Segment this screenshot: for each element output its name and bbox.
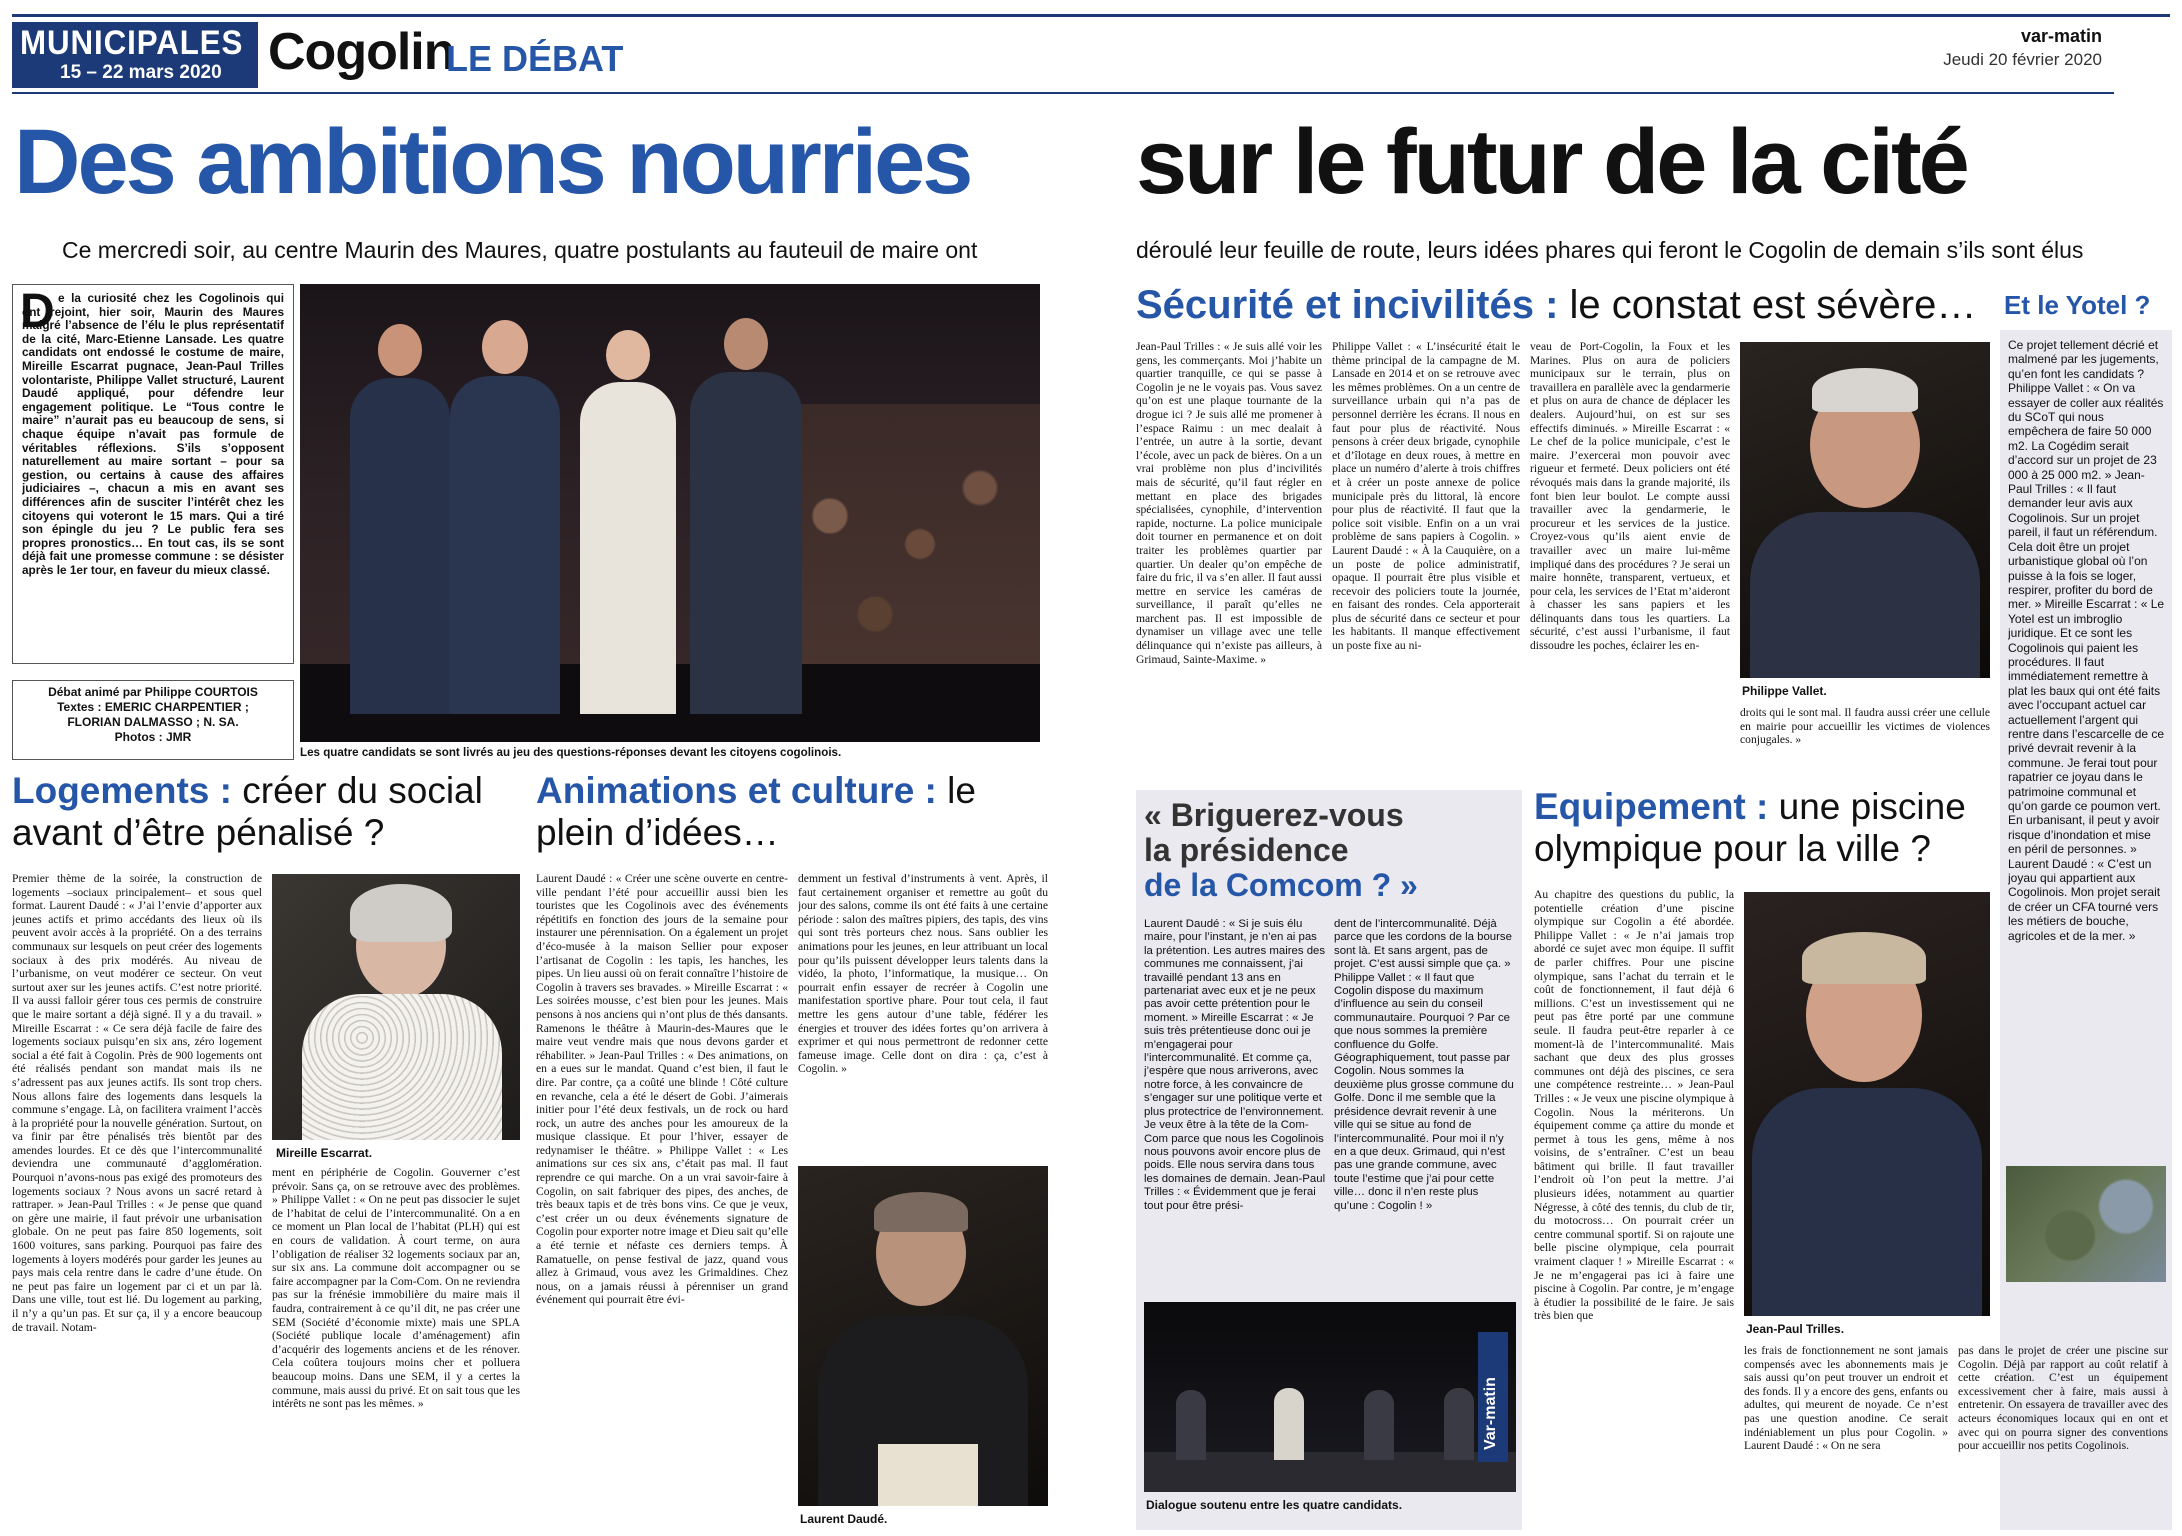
paper-name: var-matin: [2020, 26, 2102, 46]
trilles-caption: Jean-Paul Trilles.: [1746, 1322, 1845, 1336]
vallet-caption: Philippe Vallet.: [1742, 684, 1827, 698]
logements-title-bold: Logements :: [12, 770, 232, 811]
headline-right: sur le futur de la cité: [1136, 111, 1967, 213]
candidate-1: [350, 324, 450, 714]
equipement-title-bold: Equipement :: [1534, 786, 1769, 827]
animations-title: [536, 770, 1056, 854]
yotel-aerial-photo: [2006, 1166, 2166, 1282]
logements-title: [12, 770, 532, 854]
equipement-col3: pas dans le projet de créer une piscine sur Cogolin. Déjà par rapport au coût relatif à cette création. C’est un équipement excessivement cher à faire, mais aussi à entretenir. On essayera de travailler avec des acteurs économiques locaux qui en ont et avec qui on pourra signer des conventions pour accueillir nos petits Cogolinois.: [1958, 1344, 2168, 1453]
animations-col1: Laurent Daudé : « Créer une scène ouverte en centre-ville pendant l’été pour accueillir aussi bien les touristes que les Cogolinois avec des événements répétitifs en fonction des jours de la semaine pour instaurer une pérennisation. On a également un projet d’éco-musée à la maison Sellier pour exposer l’artisanat de Cogolin : les tapis, les hanches, les pipes. Un lieu aussi où on ferait connaître l’histoire de Cogolin à travers ses bravades. » Mireille Escarrat : « Les soirées mousse, c’est bien pour les jeunes. Mais pensons à nos anciens qui n’ont plus de thés dansants. Ramenons le théâtre à Maurin-des-Maures que le maire veut vendre mais que nous devons garder et réhabiliter. » Jean-Paul Trilles : « Des animations, on en a eues sur le mandat. Quand c’est bien, il faut le dire. Par contre, ça a coûté une blinde ! Côté culture en revanche, cela a été le désert de Gobi. J’aimerais initier pour l’été deux festivals, un de rock ou hard rock, un autre des anches pour les amoureux de la musique classique. Et pour l’hiver, essayer de redynamiser le théâtre. » Philippe Vallet : « Les animations sur ces six ans, c’était pas mal. Il faut reprendre ce qui marche. On a un vrai savoir-faire à Cogolin, on sait fabriquer des pipes, des anches, de très beaux tapis et de très bons vins. Ce que je veux, c’est créer un ou deux événements signature de Cogolin pour exporter notre image et Dieu sait qu’elle a été ternie et néfaste ces derniers temps. À Ramatuelle, on pense festival de jazz, quand vous allez à Grimaud, vous avez les Grimaldines. Chez nous, on a jamais réussi à pérenniser un grand événement qui pourrait être évi-: [536, 872, 788, 1307]
credits-line1: Débat animé par Philippe COURTOIS: [48, 685, 258, 699]
header-rule: [12, 92, 2114, 94]
candidate-2: [450, 320, 560, 714]
equipement-title: [1534, 786, 1994, 870]
intro-dropcap: D: [20, 285, 55, 338]
yotel-text: Ce projet tellement décrié et malmené par les jugements, qu’en font les candidats ? Philippe Vallet : « On va essayer de coller aux réalités du SCoT qui nous empêchera de faire 50 000 m2. La Cogédim serait d’accord sur un projet de 23 000 à 25 000 m2. » Jean-Paul Trilles : « Il faut demander leur avis aux Cogolinois. Sur un projet pareil, il faut un référendum. Cela doit être un projet urbanistique global où l’on puisse à la fois se loger, respirer, profiter du bord de mer. » Mireille Escarrat : « Le Yotel est un imbroglio juridique. Et ce sont les Cogolinois qui paient les procédures. Il faut immédiatement remettre à plat les baux qui ont été faits avec l’occupant actuel car actuellement l’argent qui rentre dans l’escarcelle de ce privé devrait revenir à la commune. Je ferai tout pour rapatrier ce joyau dans le patrimoine communal et qu’on garde ce poumon vert. En urbanisant, il peut y avoir risque d’inondation et mise en péril de personnes. » Laurent Daudé : « C’est un joyau qui appartient aux Cogolinois. Mon projet serait de créer un CFA tourné vers les métiers de bouche, agricoles et de la mer. »: [2008, 338, 2165, 943]
animations-col2: demment un festival d’instruments à vent. Après, il faut certainement organiser et remettre au goût du jour des salons, comme ils ont été faits à une certaine période : salon des maîtres pipiers, des tapis, des vins qui sont très porteurs chez nous. Sans oublier les animations pour les jeunes, en leur attribuant un local pour qu’ils puissent développer leurs talents dans la vidéo, la photo, l’informatique, la musique… On pourrait enfin essayer de recréer à Cogolin une manifestation sportive phare. Pour tout cela, il faut mettre les gens autour d’une table, fédérer les énergies et trouver des idées fortes qu’on arrivera à exprimer et qui nous permettront de redonner cette fameuse image. Celle dont on dira : ça, c’est à Cogolin. »: [798, 872, 1048, 1076]
candidate-3: [580, 330, 676, 714]
town-title: Cogolin: [268, 23, 455, 81]
escarrat-photo: [272, 874, 520, 1140]
credits-line4: Photos : JMR: [114, 730, 192, 744]
yotel-title: Et le Yotel ?: [2004, 290, 2151, 320]
top-rule: [12, 14, 2170, 17]
debate-stage-photo: [1144, 1302, 1516, 1492]
securite-title-bold: Sécurité et incivilités :: [1136, 283, 1559, 327]
equipement-col2: les frais de fonctionnement ne sont jamais compensés avec les abonnements mais je sais aussi qu’on peut trouver un endroit et des fonds. Il y a encore des gens, enfants ou adultes, qui meurent de noyade. Ce n’est pas une question anodine. Ce serait indéniablement un plus pour Cogolin. » Laurent Daudé : « On ne sera: [1744, 1344, 1948, 1453]
daude-caption: Laurent Daudé.: [800, 1512, 888, 1526]
debate-caption: Dialogue soutenu entre les quatre candidats.: [1146, 1498, 1403, 1512]
main-photo: [300, 284, 1040, 742]
credits-line2: Textes : EMERIC CHARPENTIER ;: [57, 700, 249, 714]
intro-text: e la curiosité chez les Cogolinois qui ont rejoint, hier soir, Maurin des Maures malgré l’absence de l’élu le plus représentatif de la cité, Marc-Etienne Lansade. Les quatre candidats ont endossé le costume de maire, Mireille Escarrat pugnace, Jean-Paul Trilles volontariste, Philippe Vallet structuré, Laurent Daudé appliqué, pour défendre leur engagement politique. Le “Tous contre le maire” n’aurait pas eu beaucoup de sens, si chaque équipe n’avait pas formule de véritables réflexions. S’ils s’opposent naturellement au maire sortant – pour sa gestion, ou certains à cause des affaires judiciaires –, chacun a mis en avant ses différences afin de susciter l’intérêt chez les citoyens qui voteront le 15 mars. Qui a tiré son épingle du jeu ? Le public fera ses propres pronostics… En tout cas, ils se sont déjà fait une promesse commune : se désister après le 1er tour, en faveur du mieux classé.: [22, 292, 284, 577]
comcom-title: [1144, 798, 1514, 903]
subhead-left: Ce mercredi soir, au centre Maurin des Maures, quatre postulants au fauteuil de maire ont: [62, 237, 978, 263]
securite-col2: Philippe Vallet : « L’insécurité était le thème principal de la campagne de M. Lansade en 2014 et on se retrouve avec les mêmes problèmes. On a un centre de surveillance urbain qui n’a pas de personnel derrière les écrans. Il nous en faut pour plus de réactivité. Nous pensons à créer deux brigade, cynophile et d’îlotage en deux roues, à mettre en place un numéro d’alerte à trois chiffres et à créer un poste annexe de police municipale près du littoral, là encore pour plus de réactivité. Il faut que la police soit visible. Enfin on a un vrai problème de sans papiers à Cogolin. » Laurent Daudé : « À la Cauquière, on a un poste de police administratif, opaque. Il pourrait être plus visible et recevoir des policiers toute la journée, en faisant des rondes. Cela apporterait plus de sécurité dans ce secteur et pour les habitants. Il manque effectivement un poste fixe au ni-: [1332, 340, 1520, 653]
comcom-col2: dent de l’intercommunalité. Déjà parce que les cordons de la bourse sont là. Et sans argent, pas de projet. C’est aussi simple que ça. » Philippe Vallet : « Il faut que Cogolin dispose du maximum d’influence au sein du conseil communautaire. Pourquoi ? Par ce que nous sommes la première confluence du Golfe. Géographiquement, tout passe par Cogolin. Nous sommes la deuxième plus grosse commune du Golfe. Donc il me semble que la présidence devrait revenir à une ville qui se situe au fond de l’intercommunalité. Pour moi il n’y en a que deux. Grimaud, qui n’est pas une grande commune, avec toute l’estime que j’ai pour cette ville… donc il n’en reste plus qu’une : Cogolin ! »: [1334, 918, 1514, 1212]
issue-date: Jeudi 20 février 2020: [1943, 50, 2102, 69]
subhead-right: déroulé leur feuille de route, leurs idées phares qui feront le Cogolin de demain s’ils sont élus: [1136, 237, 2084, 263]
animations-title-rest: le plein d’idées…: [536, 770, 976, 853]
securite-title: [1136, 282, 1977, 328]
securite-col4: droits qui le sont mal. Il faudra aussi créer une cellule en mairie pour accueillir les victimes de violences conjugales. »: [1740, 706, 1990, 747]
comcom-title-line3: de la Comcom ? »: [1144, 867, 1418, 903]
animations-title-bold: Animations et culture :: [536, 770, 937, 811]
comcom-title-line1: « Briguerez-vous: [1144, 797, 1404, 833]
securite-title-rest: le constat est sévère…: [1558, 283, 1977, 327]
credits-box: [12, 680, 294, 760]
banner-text: Var-matin: [1482, 1377, 1499, 1450]
logements-col2: ment en périphérie de Cogolin. Gouverner c’est prévoir. Sans ça, on se retrouve avec des problèmes. » Philippe Vallet : « On ne peut pas dissocier le sujet de l’habitat de celui de l’intercommunalité. On a en ce moment un Plan local de l’habitat (PLH) qui est en cours de validation. À court terme, on aura l’obligation de réaliser 32 logements sociaux par an, sur six ans. La commune doit accompagner ou se faire accompagner par la Com-Com. On ne reviendra pas sur la frénésie immobilière du maire mais il faudra, contrairement à ce qu’il dit, ne pas créer une SEM (Société d’économie mixte) mais une SPLA (Société publique locale d’aménagement) afin d’acquérir des logements anciens et de les rénover. Cela coûtera toujours moins cher et polluera beaucoup moins. Dans une SEM, il y a certes la commune, mais aussi du privé. Et on sait tous que les intérêts ne sont pas les mêmes. »: [272, 1166, 520, 1411]
equipement-col1: Au chapitre des questions du public, la potentielle création d’une piscine olympique sur Cogolin a été abordée. Philippe Vallet : « Je n’ai jamais trop abordé ce sujet avec mon équipe. Il suffit de parler chiffres. Pour une piscine olympique, sans l’achat du terrain et le coût de fonctionnement, il faut déjà 6 millions. C’est un investissement qui ne peut pas être porté par une commune seule. Il faudra peut-être reparler à ce moment-là de l’intercommunalité. Mais sachant que deux des plus grosses communes ont déjà des piscines, ce sera une compétence restreinte… » Jean-Paul Trilles : « Je veux une piscine olympique à Cogolin. Nous la mériterons. Un équipement comme ça attire du monde et permet à tous les gens, même à nos voisins, de s’entraîner. C’est un beau bâtiment qui brille. Il faut travailler l’endroit où l’on peut la mettre. J’ai plusieurs idées, notamment au quartier Négresse, à côté des tennis, du club de tir, du motocross… On pourrait créer un centre communal sportif. Si on rajoute une belle piscine olympique, cela pourrait vraiment claquer ! » Mireille Escarrat : « Je ne m’engagerai pas ici à faire une piscine à Cogolin. Par contre, je m’engage à étudier la possibilité de le faire. Je sais très bien que: [1534, 888, 1734, 1323]
badge-dates: 15 – 22 mars 2020: [60, 62, 222, 83]
municipales-badge: [12, 22, 258, 88]
daude-photo: [798, 1166, 1048, 1506]
trilles-photo: [1744, 892, 1990, 1316]
main-photo-caption: Les quatre candidats se sont livrés au jeu des questions-réponses devant les citoyens cogolinois.: [300, 746, 842, 759]
logements-title-rest: créer du social avant d’être pénalisé ?: [12, 770, 483, 853]
comcom-title-line2: la présidence: [1144, 832, 1349, 868]
comcom-col1: Laurent Daudé : « Si je suis élu maire, pour l’instant, je n’en ai pas la prétention. Les autres maires des communes me connaissent, j’ai travaillé pendant 13 ans en partenariat avec eux et je ne peux pas avoir cette prétention pour le moment. » Mireille Escarrat : « Je suis très prétentieuse donc oui je m’engagerai pour l’intercommunalité. Et comme ça, j’espère que nous arriverons, avec notre force, à les convaincre de s’engager sur une politique verte et plus protectrice de l’environnement. Je veux être à la tête de la Com-Com parce que nous les Cogolinois nous pouvons avoir encore plus de poids. Elle nous servira dans tous les domaines de demain. Jean-Paul Trilles : « Évidemment que je ferai tout pour être prési-: [1144, 918, 1326, 1212]
badge-title: MUNICIPALES: [20, 24, 244, 62]
equipement-title-rest: une piscine olympique pour la ville ?: [1534, 786, 1966, 869]
headline-left: Des ambitions nourries: [14, 111, 971, 213]
var-matin-banner: [1478, 1332, 1508, 1462]
logements-col1: Premier thème de la soirée, la construction de logements –sociaux principalement– et sous quel format. Laurent Daudé : « J’ai l’envie d’apporter aux jeunes actifs et primo accédants des lieux où ils peuvent avoir accès à la propriété. On a des terrains communaux sur lesquels on peut créer des logements sociaux à des prix modérés. Au niveau de l’urbanisme, on veut modérer ce secteur. On veut surtout axer sur les jeunes actifs. C’est notre priorité. Il va aussi falloir gérer tous ces permis de construire que le maire sortant a déjà signé. Il y a du travail. » Mireille Escarrat : « Ce sera déjà facile de faire des logements sociaux puisqu’en six ans, zéro logement social a été fait à Cogolin. Près de 900 logements ont été réalisés pendant son mandat mais ils ne s’adressent pas aux jeunes actifs. Ils sont trop chers. Nous allons faire des logements dans lesquels la commune s’engage. Là, on facilitera vraiment l’accès à la propriété pour la nouvelle génération. Surtout, on va finir par être pénalisés très bientôt par des amendes lourdes. Et ce dès que l’intercommunalité deviendra une communauté d’agglomération. Pourquoi n’avons-nous pas exigé des promoteurs des logements sociaux ? Nous avons un sacré retard à rattraper. » Jean-Paul Trilles : « Je pense que quand on gère une mairie, il faut prévoir une urbanisation globale. On ne peut pas faire 850 logements, soit 1600 voitures, sans parking. Pourquoi pas faire des logements à loyers modérés pour garder les jeunes au pays mais cela rentre dans le cadre d’une étude. On ne peut pas faire un logement par ci et un par là. Dans une ville, tout est lié. Du logement au parking, il n’y a qu’un pas. Et sur ça, il y a encore beaucoup de travail. Notam-: [12, 872, 262, 1334]
vallet-photo: [1740, 342, 1990, 678]
rubric-title: LE DÉBAT: [446, 38, 624, 79]
securite-col3: veau de Port-Cogolin, la Foux et les Marines. Plus on aura de policiers municipaux sur le terrain, plus on travaillera en parallèle avec la gendarmerie et plus on aura de chance de déplacer les dealers. Aujourd’hui, on est sur ses effectifs diminués. » Mireille Escarrat : « Le chef de la police municipale, c’est le maire. J’exercerai mon pouvoir avec rigueur et fermeté. Deux policiers ont été révoqués mais dans la grande majorité, ils font bien leur boulot. Le compte aussi travailler avec la gendarmerie, le procureur et les services de la justice. Croyez-vous qu’ils aient envie de travailler avec un maire lui-même impliqué dans des procédures ? Je serai un maire honnête, transparent, vertueux, et pour cela, les services de l’Etat m’aideront à chasser les sans papiers et les délinquants dans tous les quartiers. La sécurité, c’est aussi l’urbanisme, il faut dissoudre les poches, éclairer les en-: [1530, 340, 1730, 653]
securite-col1: Jean-Paul Trilles : « Je suis allé voir les gens, les commerçants. Moi j’habite un quartier tranquille, ce qui se passe à Cogolin je ne le voyais pas. Vous savez qu’on est une plaque tournante de la drogue ici ? Je suis allé me promener à l’espace Raimu : un mec dealait à l’entrée, un autre à la sortie, devant l’école, avec un pack de bières. On a un vrai problème non plus d’incivilités mais de sécurité, qu’il faut régler en mettant en place des brigades spécialisées, cynophile, d’intervention rapide, nocturne. La police municipale doit tourner en permanence et on doit traiter les problèmes quartier par quartier. Un dealer qu’on empêche de faire du fric, il va s’en aller. Il faut aussi mettre en service les caméras de surveillance, il paraît qu’elles ne marchent pas. Il est impossible de dynamiser un village avec une telle délinquance qui n’existe pas ailleurs, à Grimaud, Sainte-Maxime. »: [1136, 340, 1322, 666]
escarrat-caption: Mireille Escarrat.: [276, 1146, 373, 1160]
candidate-4: [690, 318, 802, 714]
credits-line3: FLORIAN DALMASSO ; N. SA.: [67, 715, 239, 729]
